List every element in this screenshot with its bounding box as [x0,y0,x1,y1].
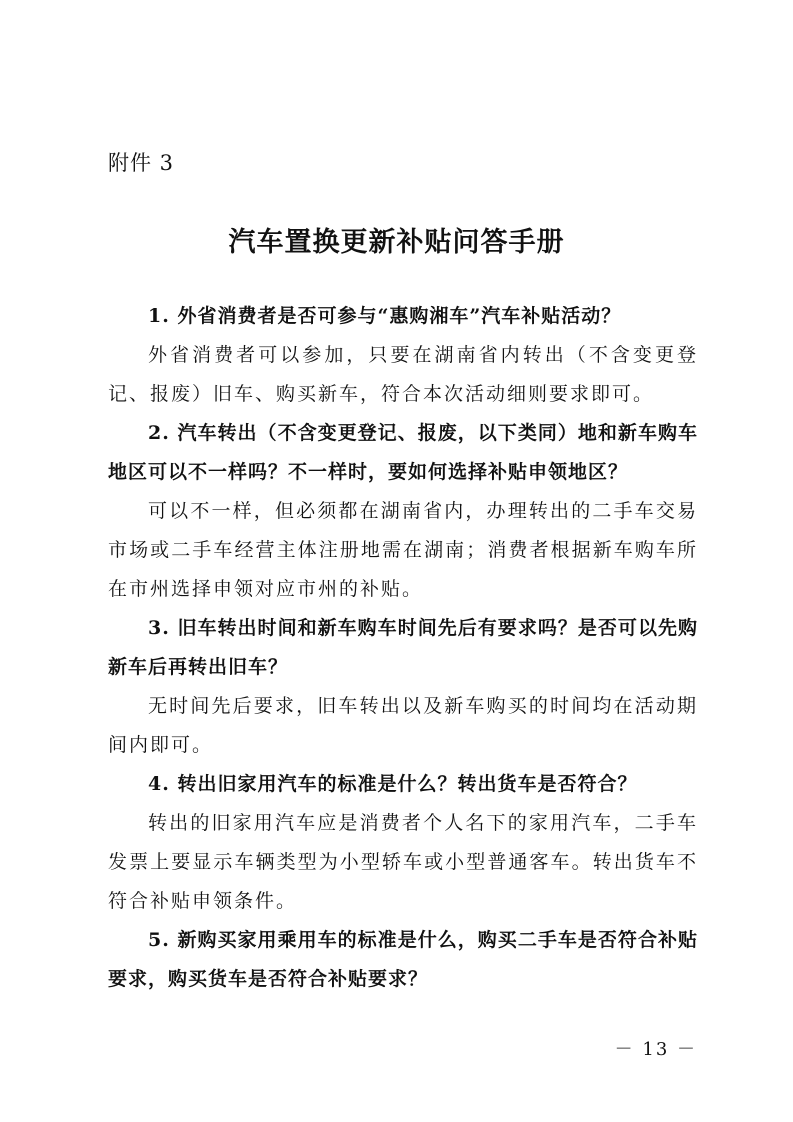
answer-2: 可以不一样，但必须都在湖南省内，办理转出的二手车交易市场或二手车经营主体注册地需在湖南；消费者根据新车购车所在市州选择申领对应市州的补贴。 [108,500,698,600]
qa-item [108,414,698,609]
qa-item [108,765,698,921]
qa-list [108,297,698,999]
page-number: － 13 － [614,1039,697,1060]
answer-4: 转出的旧家用汽车应是消费者个人名下的家用汽车，二手车发票上要显示车辆类型为小型轿车或小型普通客车。转出货车不符合补贴申领条件。 [108,812,698,912]
question-5: 5. 新购买家用乘用车的标准是什么，购买二手车是否符合补贴要求，购买货车是否符合补贴要求？ [108,929,698,990]
qa-item [108,609,698,765]
answer-3: 无时间先后要求，旧车转出以及新车购买的时间均在活动期间内即可。 [108,695,698,756]
qa-item [108,921,698,999]
qa-item [108,297,698,414]
question-2: 2. 汽车转出（不含变更登记、报废，以下类同）地和新车购车地区可以不一样吗？不一样时，要如何选择补贴申领地区？ [108,422,698,483]
page-title: 汽车置换更新补贴问答手册 [228,227,565,258]
answer-1: 外省消费者可以参加，只要在湖南省内转出（不含变更登记、报废）旧车、购买新车，符合本次活动细则要求即可。 [108,344,698,405]
question-1: 1. 外省消费者是否可参与“惠购湘车”汽车补贴活动？ [148,305,622,327]
question-4: 4. 转出旧家用汽车的标准是什么？转出货车是否符合？ [148,773,638,795]
attachment-label: 附件 3 [108,151,175,175]
question-3: 3. 旧车转出时间和新车购车时间先后有要求吗？是否可以先购新车后再转出旧车？ [108,617,698,678]
